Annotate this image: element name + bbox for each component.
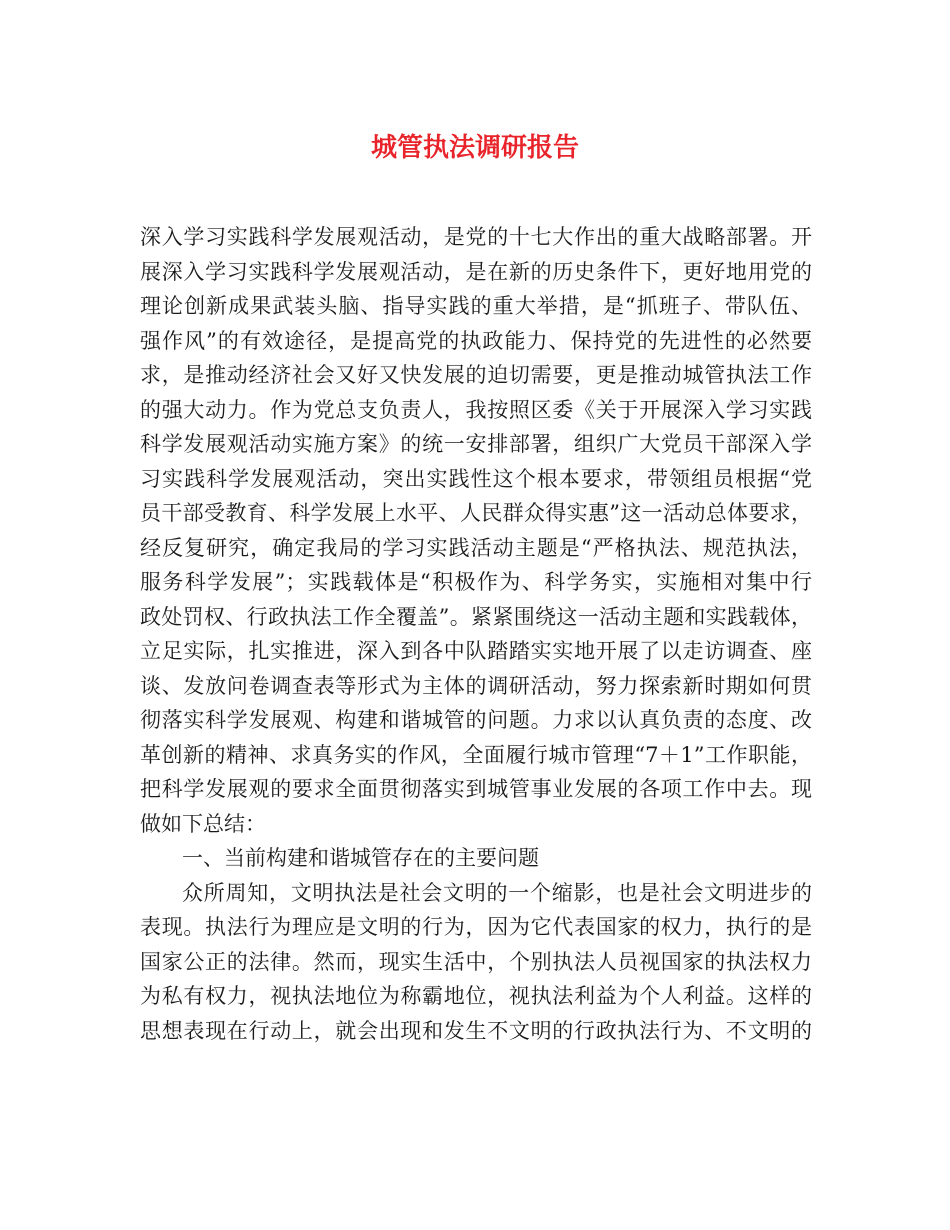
body-line: 众所周知，文明执法是社会文明的一个缩影，也是社会文明进步的 xyxy=(182,880,812,905)
body-line: 强作风”的有效途径，是提高党的执政能力、保持党的先进性的必然要 xyxy=(140,328,812,353)
body-line: 政处罚权、行政执法工作全覆盖”。紧紧围绕这一活动主题和实践载体， xyxy=(140,604,812,629)
document-body xyxy=(140,220,812,1048)
body-line: 彻落实科学发展观、构建和谐城管的问题。力求以认真负责的态度、改 xyxy=(140,708,812,732)
body-line: 服务科学发展”；实践载体是“积极作为、科学务实，实施相对集中行 xyxy=(140,570,812,594)
body-line: 深入学习实践科学发展观活动，是党的十七大作出的重大战略部署。开 xyxy=(140,225,812,249)
body-line: 经反复研究，确定我局的学习实践活动主题是“严格执法、规范执法， xyxy=(140,535,812,560)
body-line: 把科学发展观的要求全面贯彻落实到城管事业发展的各项工作中去。现 xyxy=(140,777,812,801)
body-line: 国家公正的法律。然而，现实生活中，个别执法人员视国家的执法权力 xyxy=(140,949,812,974)
body-line: 一、当前构建和谐城管存在的主要问题 xyxy=(182,846,539,870)
body-line: 求，是推动经济社会又好又快发展的迫切需要，更是推动城管执法工作 xyxy=(140,363,812,387)
body-line: 思想表现在行动上，就会出现和发生不文明的行政执法行为、不文明的 xyxy=(140,1018,812,1043)
body-line: 做如下总结： xyxy=(140,811,266,836)
body-line: 的强大动力。作为党总支负责人，我按照区委《关于开展深入学习实践 xyxy=(140,397,812,422)
body-line: 理论创新成果武装头脑、指导实践的重大举措，是“抓班子、带队伍、 xyxy=(140,294,812,318)
body-line: 展深入学习实践科学发展观活动，是在新的历史条件下，更好地用党的 xyxy=(140,259,812,284)
body-line: 立足实际，扎实推进，深入到各中队踏踏实实地开展了以走访调查、座 xyxy=(140,639,812,663)
body-line: 表现。执法行为理应是文明的行为，因为它代表国家的权力，执行的是 xyxy=(140,915,812,939)
body-line: 科学发展观活动实施方案》的统一安排部署，组织广大党员干部深入学 xyxy=(140,432,812,456)
body-line: 革创新的精神、求真务实的作风，全面履行城市管理“7＋1”工作职能， xyxy=(140,742,812,767)
body-line: 谈、发放问卷调查表等形式为主体的调研活动，努力探索新时期如何贯 xyxy=(140,673,812,698)
body-line: 为私有权力，视执法地位为称霸地位，视执法利益为个人利益。这样的 xyxy=(140,984,812,1008)
body-line: 习实践科学发展观活动，突出实践性这个根本要求，带领组员根据“党 xyxy=(140,466,812,491)
body-line: 员干部受教育、科学发展上水平、人民群众得实惠”这一活动总体要求， xyxy=(140,501,812,525)
document-title: 城管执法调研报告 xyxy=(370,133,579,163)
